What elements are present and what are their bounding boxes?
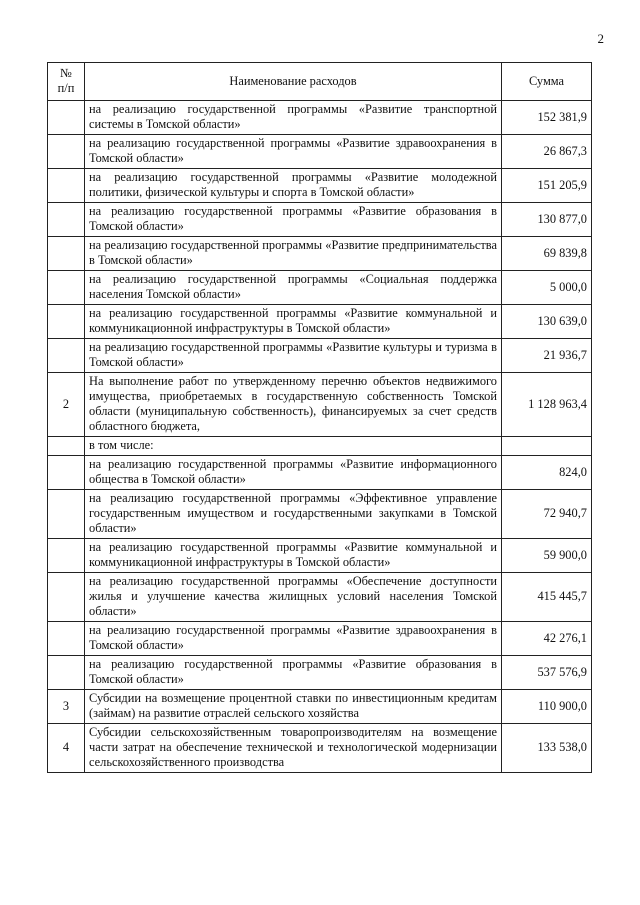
table-row: [48, 305, 592, 339]
row-amount: 5 000,0: [502, 271, 592, 305]
row-number: [48, 490, 85, 539]
expenses-table: [47, 62, 592, 773]
row-amount: 824,0: [502, 456, 592, 490]
table-row: [48, 573, 592, 622]
header-number: № п/п: [48, 63, 85, 101]
row-expense-name: на реализацию государственной программы «Развитие здравоохранения в Томской области»: [85, 135, 502, 169]
table-row: [48, 237, 592, 271]
row-number: [48, 573, 85, 622]
row-expense-name: Субсидии на возмещение процентной ставки по инвестиционным кредитам (займам) на развитие отраслей сельского хозяйства: [85, 690, 502, 724]
row-number: [48, 539, 85, 573]
row-expense-name: Субсидии сельскохозяйственным товаропроизводителям на возмещение части затрат на обеспечение технической и технологической модернизации сельскохозяйственного производства: [85, 724, 502, 773]
table-row: [48, 101, 592, 135]
row-amount: 133 538,0: [502, 724, 592, 773]
row-number: [48, 203, 85, 237]
row-number: [48, 437, 85, 456]
row-amount: 1 128 963,4: [502, 373, 592, 437]
row-amount: [502, 437, 592, 456]
row-expense-name: на реализацию государственной программы «Развитие образования в Томской области»: [85, 203, 502, 237]
row-amount: 537 576,9: [502, 656, 592, 690]
row-expense-name: на реализацию государственной программы «Обеспечение доступности жилья и улучшение качества жилищных условий населения Томской области»: [85, 573, 502, 622]
row-number: [48, 237, 85, 271]
row-number: [48, 135, 85, 169]
table-row: [48, 271, 592, 305]
row-amount: 42 276,1: [502, 622, 592, 656]
row-expense-name: на реализацию государственной программы «Развитие культуры и туризма в Томской области»: [85, 339, 502, 373]
row-expense-name: на реализацию государственной программы «Социальная поддержка населения Томской области»: [85, 271, 502, 305]
row-expense-name: На выполнение работ по утвержденному перечню объектов недвижимого имущества, приобретаемых в государственную собственность Томской области (муниципальную собственность), финансируемых за счет средств областного бюджета,: [85, 373, 502, 437]
table-row: [48, 724, 592, 773]
row-number: [48, 271, 85, 305]
table-row: [48, 339, 592, 373]
row-expense-name: на реализацию государственной программы «Развитие коммунальной и коммуникационной инфраструктуры в Томской области»: [85, 539, 502, 573]
row-expense-name: на реализацию государственной программы «Развитие транспортной системы в Томской области»: [85, 101, 502, 135]
table-row: [48, 135, 592, 169]
row-number: [48, 101, 85, 135]
row-number: [48, 622, 85, 656]
row-number: [48, 169, 85, 203]
table-row: [48, 656, 592, 690]
row-number: [48, 456, 85, 490]
row-expense-name: на реализацию государственной программы «Развитие коммунальной и коммуникационной инфраструктуры в Томской области»: [85, 305, 502, 339]
table-row: [48, 539, 592, 573]
row-expense-name: на реализацию государственной программы «Развитие информационного общества в Томской области»: [85, 456, 502, 490]
table-row: [48, 437, 592, 456]
header-amount: Сумма: [502, 63, 592, 101]
row-number: [48, 656, 85, 690]
row-amount: 415 445,7: [502, 573, 592, 622]
row-amount: 130 877,0: [502, 203, 592, 237]
row-expense-name: на реализацию государственной программы «Эффективное управление государственным имуществом и государственными закупками в Томской области»: [85, 490, 502, 539]
table-header-row: [48, 63, 592, 101]
row-number: [48, 305, 85, 339]
row-amount: 21 936,7: [502, 339, 592, 373]
row-amount: 151 205,9: [502, 169, 592, 203]
row-expense-name: на реализацию государственной программы «Развитие здравоохранения в Томской области»: [85, 622, 502, 656]
row-number: 2: [48, 373, 85, 437]
table-row: [48, 490, 592, 539]
row-amount: 72 940,7: [502, 490, 592, 539]
row-amount: 26 867,3: [502, 135, 592, 169]
row-expense-name: в том числе:: [85, 437, 502, 456]
row-expense-name: на реализацию государственной программы «Развитие образования в Томской области»: [85, 656, 502, 690]
table-row: [48, 690, 592, 724]
header-expense-name: Наименование расходов: [85, 63, 502, 101]
row-expense-name: на реализацию государственной программы «Развитие предпринимательства в Томской области»: [85, 237, 502, 271]
table-row: [48, 373, 592, 437]
row-number: 4: [48, 724, 85, 773]
row-expense-name: на реализацию государственной программы «Развитие молодежной политики, физической культуры и спорта в Томской области»: [85, 169, 502, 203]
row-amount: 69 839,8: [502, 237, 592, 271]
table-row: [48, 169, 592, 203]
table-row: [48, 456, 592, 490]
table-row: [48, 622, 592, 656]
row-number: [48, 339, 85, 373]
page-number: 2: [597, 31, 604, 46]
row-amount: 59 900,0: [502, 539, 592, 573]
row-number: 3: [48, 690, 85, 724]
table-row: [48, 203, 592, 237]
row-amount: 130 639,0: [502, 305, 592, 339]
row-amount: 110 900,0: [502, 690, 592, 724]
row-amount: 152 381,9: [502, 101, 592, 135]
